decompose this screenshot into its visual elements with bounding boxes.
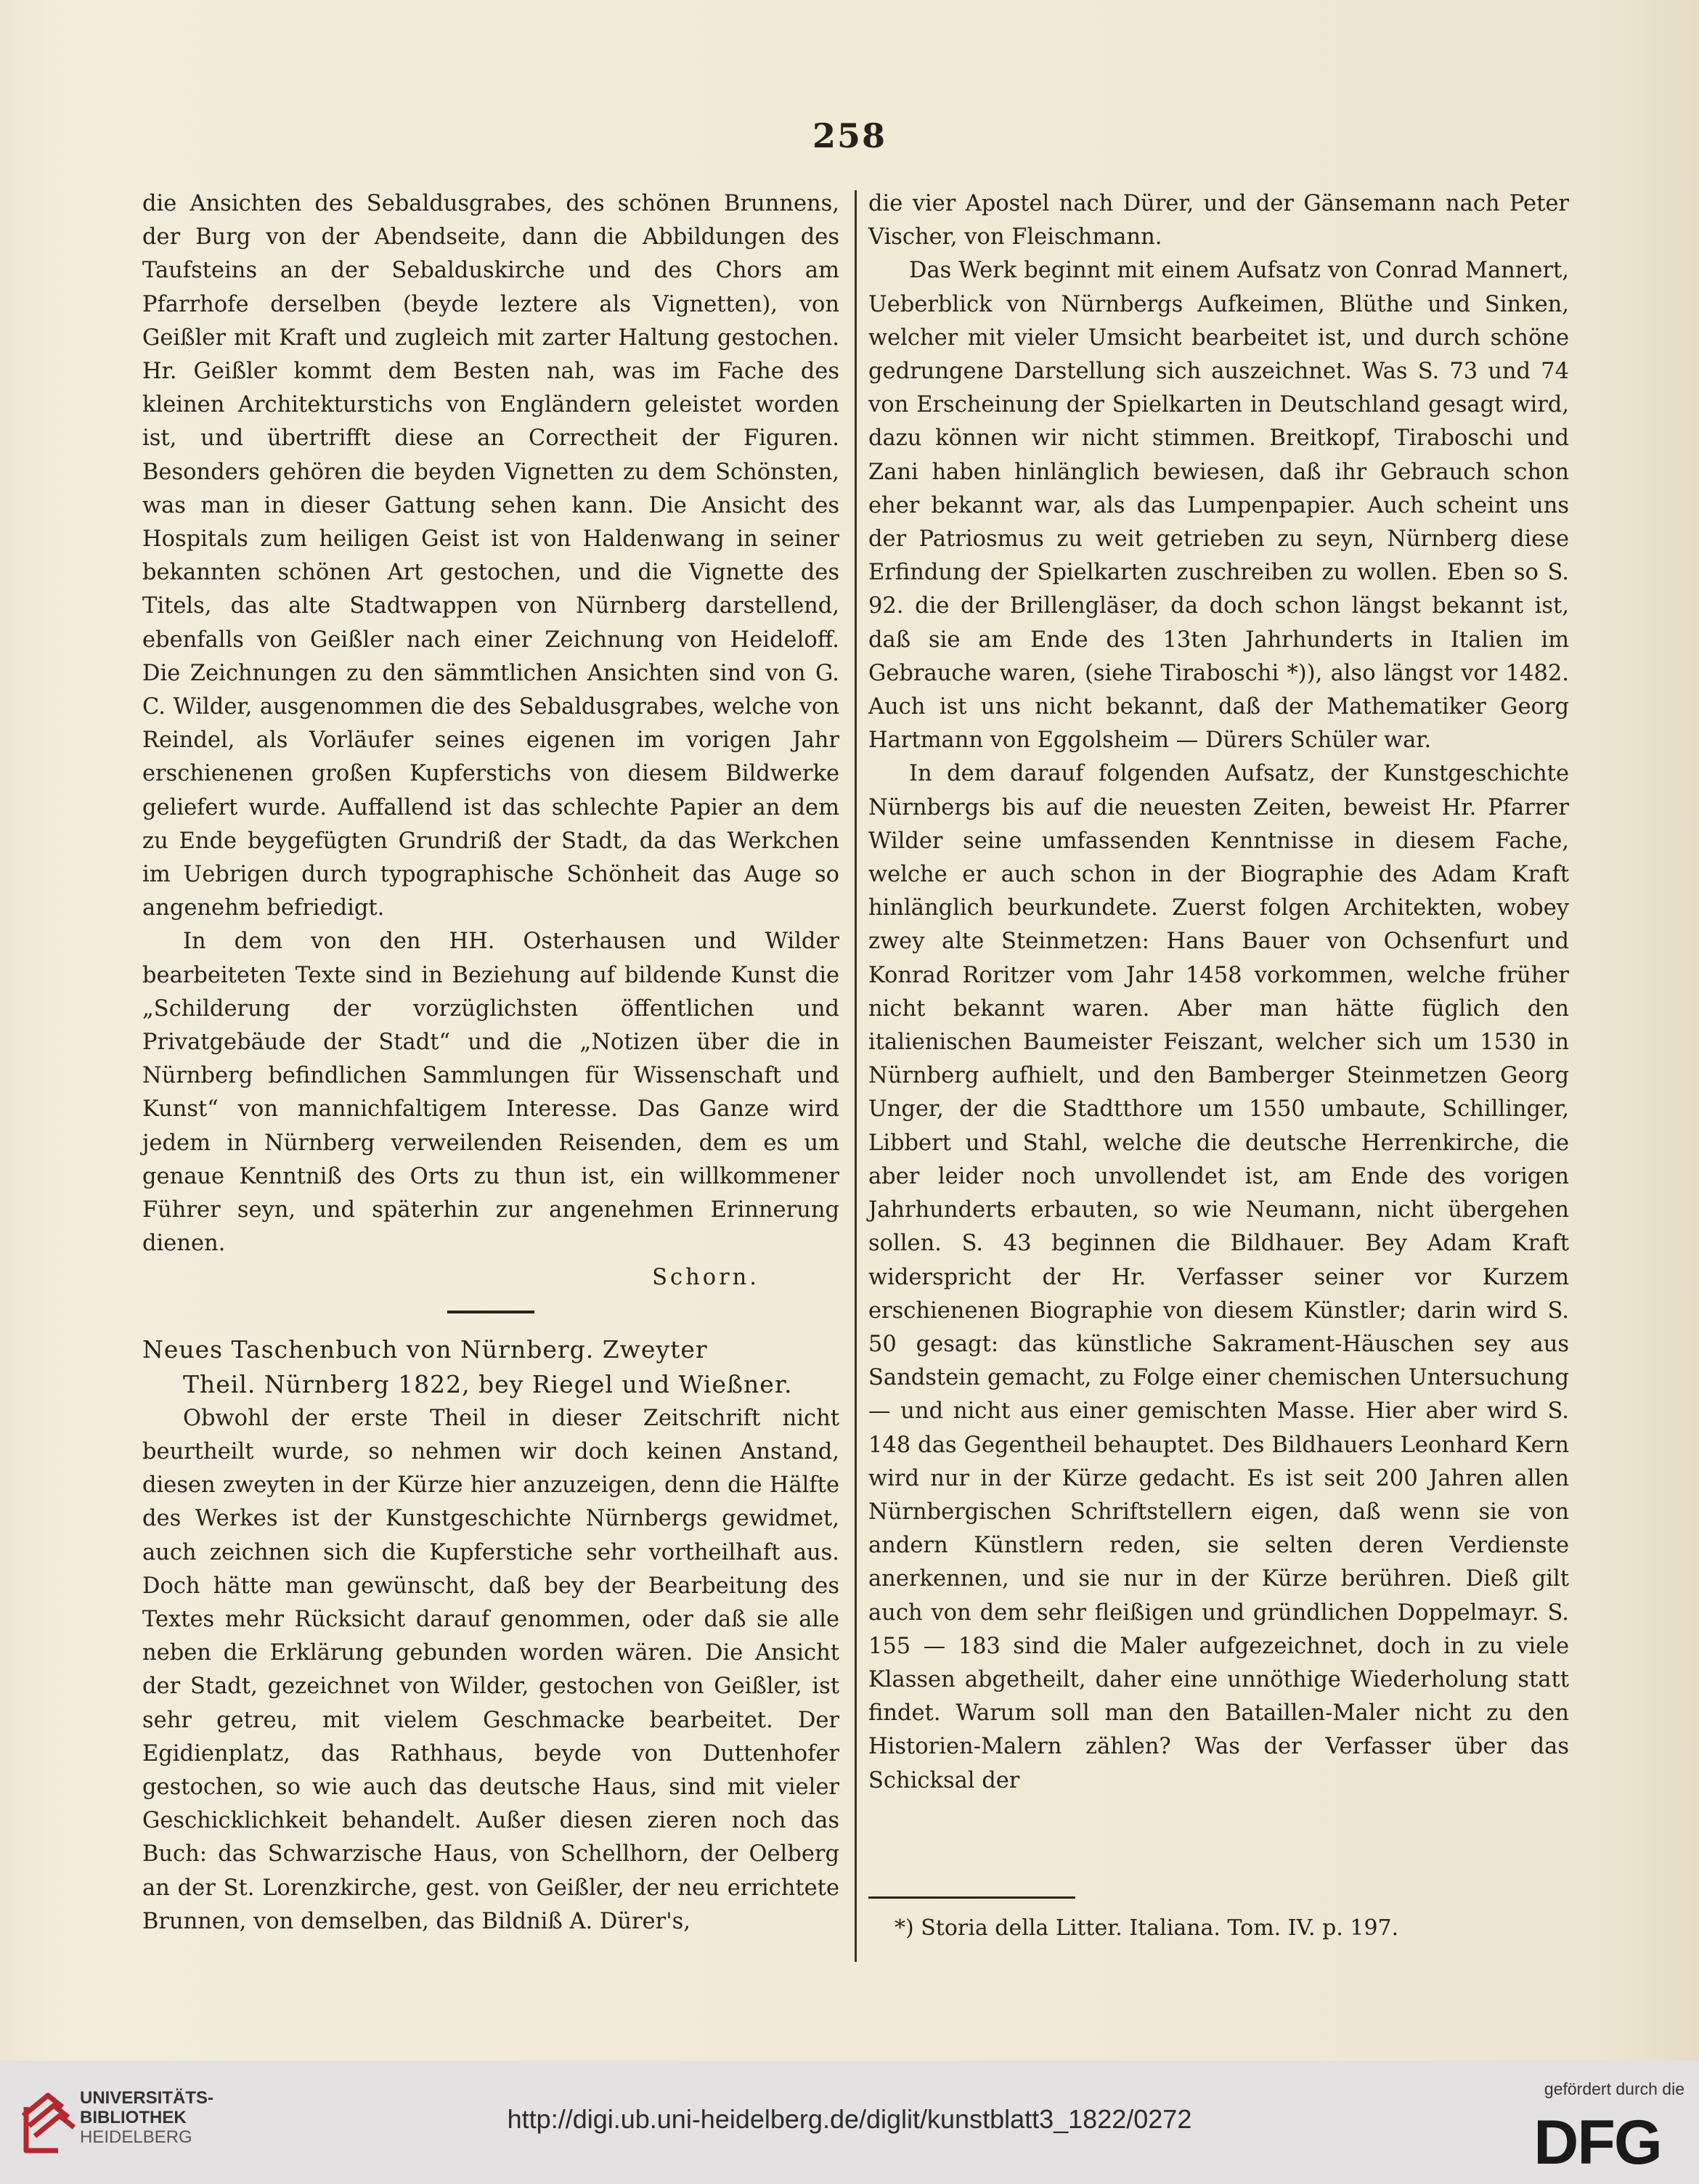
left-column <box>142 187 839 1939</box>
dfg-logo[interactable] <box>1509 2110 1686 2171</box>
right-paragraph-1: die vier Apostel nach Dürer, und der Gänsemann nach Peter Vischer, von Fleischmann. <box>868 191 1569 250</box>
left-paragraph-2: In dem von den HH. Osterhausen und Wilder bearbeiteten Texte sind in Beziehung auf bildende Kunst die „Schilderung der vorzüglichsten öffentlichen und Privatgebäude der Stadt“ und die „Notizen über die in Nürnberg befindlichen Sammlungen für Wissenschaft und Kunst“ von mannichfaltigem Interesse. Das Ganze wird jedem in Nürnberg verweilenden Reisenden, dem es um genaue Kenntniß des Orts zu thun ist, ein willkommener Führer seyn, und späterhin zur angenehmen Erinnerung dienen. <box>142 929 839 1257</box>
right-column <box>868 187 1569 1798</box>
library-name <box>80 2088 213 2147</box>
column-divider <box>855 190 857 1962</box>
signature: Schorn. <box>652 1264 759 1290</box>
library-line3: HEIDELBERG <box>80 2127 192 2147</box>
section-separator <box>447 1311 534 1313</box>
permalink-url[interactable]: http://digi.ub.uni-heidelberg.de/diglit/kunstblatt3_1822/0272 <box>507 2104 1192 2134</box>
right-paragraph-3: In dem darauf folgenden Aufsatz, der Kunstgeschichte Nürnbergs bis auf die neuesten Zeiten, beweist Hr. Pfarrer Wilder seine umfassenden Kenntnisse in diesem Fache, welche er auch schon in der Biographie des Adam Kraft hinlänglich beurkundete. Zuerst folgen Architekten, wobey zwey alte Steinmetzen: Hans Bauer von Ochsenfurt und Konrad Roritzer vom Jahr 1458 vorkommen, welche früher nicht bekannt waren. Aber man hätte füglich den italienischen Baumeister Feiszant, welcher sich um 1530 in Nürnberg aufhielt, und den Bamberger Steinmetzen Georg Unger, der die Stadtthore um 1550 umbaute, Schillinger, Libbert und Stahl, welche die deutsche Herrenkirche, die aber leider noch unvollendet ist, am Ende des vorigen Jahrhunderts erbauten, so wie Neumann, nicht übergehen sollen. S. 43 beginnen die Bildhauer. Bey Adam Kraft widerspricht der Hr. Verfasser seiner vor Kurzem erschienenen Biographie von diesem Künstler; darin wird S. 50 gesagt: das künstliche Sakrament-Häuschen sey aus Sandstein gemacht, zu Folge einer chemischen Untersuchung — und nicht aus einer gemischten Masse. Hier aber wird S. 148 das Gegentheil behauptet. Des Bildhauers Leonhard Kern wird nur in der Kürze gedacht. Es ist seit 200 Jahren allen Nürnbergischen Schriftstellern eigen, daß wenn sie von andern Künstlern reden, sie selten deren Verdienste anerkennen, und sie nur in der Kürze berühren. Dieß gilt auch von dem sehr fleißigen und gründlichen Doppelmayr. S. 155 — 183 sind die Maler aufgezeichnet, doch in zu viele Klassen abgetheilt, daher eine unnöthige Wiederholung statt findet. Warum soll man den Bataillen-Maler nicht zu den Historien-Malern zählen? Was der Verfasser über das Schicksal der <box>868 761 1569 1793</box>
review-heading-line2: Theil. Nürnberg 1822, bey Riegel und Wießner. <box>183 1369 793 1398</box>
dfg-logo-text: DFG <box>1533 2110 1661 2171</box>
page-number: 258 <box>812 116 887 155</box>
funding-caption: gefördert durch die <box>1544 2079 1684 2098</box>
footnote-rule <box>868 1896 1075 1899</box>
viewer-footer <box>0 2061 1699 2184</box>
right-paragraph-2: Das Werk beginnt mit einem Aufsatz von Conrad Mannert, Ueberblick von Nürnbergs Aufkeimen, Blüthe und Sinken, welcher mit vieler Umsicht bearbeitet ist, und durch schöne gedrungene Darstellung sich auszeichnet. Was S. 73 und 74 von Erscheinung der Spielkarten in Deutschland gesagt wird, dazu können wir nicht stimmen. Breitkopf, Tiraboschi und Zani haben hinlänglich bewiesen, daß ihr Gebrauch schon eher bekannt war, als das Lumpenpapier. Auch scheint uns der Patriosmus zu weit getrieben zu seyn, Nürnberg diese Erfindung der Spielkarten zuschreiben zu wollen. Eben so S. 92. die der Brillengläser, da doch schon längst bekannt ist, daß sie am Ende des 13ten Jahrhunderts in Italien im Gebrauche waren, (siehe Tiraboschi *)), also längst vor 1482. Auch ist uns nicht bekannt, daß der Mathematiker Georg Hartmann von Eggolsheim — Dürers Schüler war. <box>868 258 1569 754</box>
left-paragraph-1: die Ansichten des Sebaldusgrabes, des schönen Brunnens, der Burg von der Abendseite, dann die Abbildungen des Taufsteins an der Sebalduskirche und des Chors am Pfarrhofe derselben (beyde leztere als Vignetten), von Geißler mit Kraft und zugleich mit zarter Haltung gestochen. Hr. Geißler kommt dem Besten nah, was im Fache des kleinen Architekturstichs von Engländern geleistet worden ist, und übertrifft diese an Correctheit der Figuren. Besonders gehören die beyden Vignetten zu dem Schönsten, was man in dieser Gattung sehen kann. Die Ansicht des Hospitals zum heiligen Geist ist von Haldenwang in seiner bekannten schönen Art gestochen, und die Vignette des Titels, das alte Stadtwappen von Nürnberg darstellend, ebenfalls von Geißler nach einer Zeichnung von Heideloff. Die Zeichnungen zu den sämmtlichen Ansichten sind von G. C. Wilder, ausgenommen die des Sebaldusgrabes, welche von Reindel, als Vorläufer seines eigenen im vorigen Jahr erschienenen großen Kupferstichs von diesem Bildwerke geliefert wurde. Auffallend ist das schlechte Papier an dem zu Ende beygefügten Grundriß der Stadt, da das Werkchen im Uebrigen durch typographische Schönheit das Auge so angenehm befriedigt. <box>142 191 839 921</box>
review-heading-line1: Neues Taschenbuch von Nürnberg. Zweyter <box>142 1335 708 1364</box>
footnote: *) Storia della Litter. Italiana. Tom. IV. p. 197. <box>895 1915 1399 1941</box>
library-line2: BIBLIOTHEK <box>80 2108 187 2127</box>
review-paragraph: Obwohl der erste Theil in dieser Zeitschrift nicht beurtheilt wurde, so nehmen wir doch keinen Anstand, diesen zweyten in der Kürze hier anzuzeigen, denn die Hälfte des Werkes ist der Kunstgeschichte Nürnbergs gewidmet, auch zeichnen sich die Kupferstiche sehr vortheilhaft aus. Doch hätte man gewünscht, daß bey der Bearbeitung des Textes mehr Rücksicht darauf genommen, oder daß sie alle neben die Erklärung gebunden worden wären. Die Ansicht der Stadt, gezeichnet von Wilder, gestochen von Geißler, ist sehr getreu, mit vielem Geschmacke bearbeitet. Der Egidienplatz, das Rathhaus, beyde von Duttenhofer gestochen, so wie auch das deutsche Haus, sind mit vieler Geschicklichkeit behandelt. Außer diesen zieren noch das Buch: das Schwarzische Haus, von Schellhorn, der Oelberg an der St. Lorenzkirche, gest. von Geißler, der neu errichtete Brunnen, von demselben, das Bildniß A. Dürer's, <box>142 1405 839 1934</box>
library-line1: UNIVERSITÄTS- <box>80 2088 214 2108</box>
